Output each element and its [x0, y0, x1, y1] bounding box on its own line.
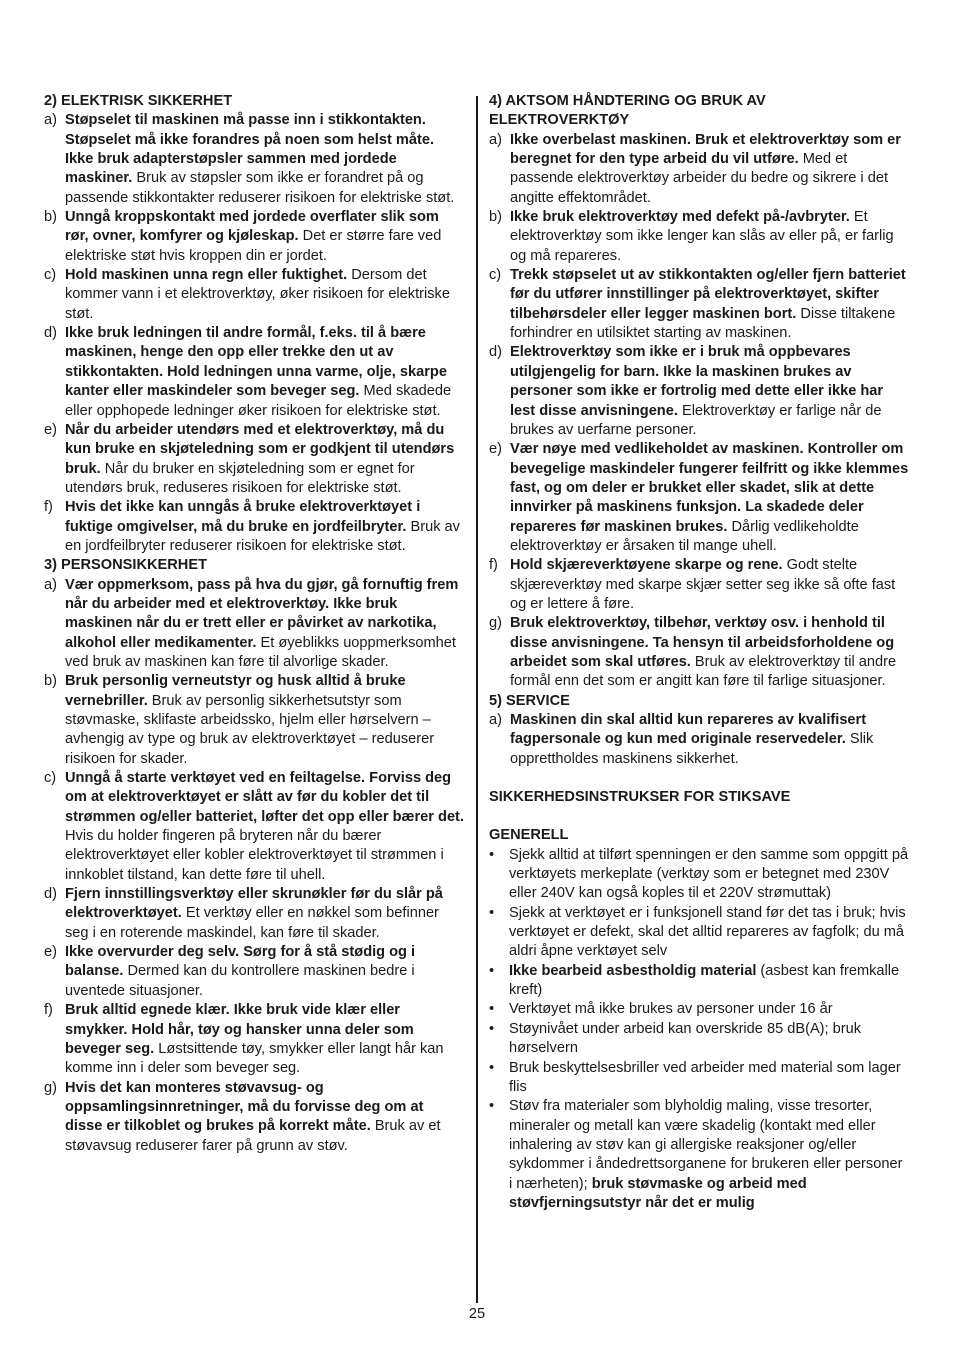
list-item	[44, 885, 464, 943]
item-label: a)	[489, 712, 502, 728]
item-text	[65, 1079, 464, 1156]
item-plain-text: Et øyeblikks uoppmerksomhet ved bruk av maskinen kan føre til alvorlige skader.	[65, 634, 456, 670]
item-text	[65, 111, 464, 208]
item-text	[65, 943, 464, 1001]
service-list	[489, 711, 909, 769]
item-bold-text: Ikke bruk elektroverktøy med defekt på-/avbryter.	[510, 209, 850, 226]
bullet-icon: •	[489, 1098, 495, 1115]
list-item	[44, 324, 464, 421]
bullet-icon: •	[489, 1020, 495, 1037]
item-label: d)	[44, 886, 57, 903]
bullet-plain-text: Verktøyet må ikke brukes av personer under 16 år	[509, 1001, 833, 1018]
item-plain-text: Bruk av elektroverktøy til andre formål enn det som er angitt kan føre til farlige situasjoner.	[510, 653, 897, 690]
item-bold-text: Trekk støpselet ut av stikkontakten og/eller fjern batteriet før du utfører innstillinger på elektroverktøyet, skifter tilbehørsdeler eller legger maskinen bort.	[510, 267, 906, 322]
item-label: c)	[44, 267, 57, 284]
list-item	[44, 266, 464, 324]
item-plain-text: Med et passende elektroverktøy arbeider du bedre og sikrere i det angitte effektområdet.	[510, 151, 889, 206]
item-text	[510, 440, 909, 556]
item-plain-text: Bruk av en jordfeilbryter reduserer risikoen for elektriske støt.	[65, 518, 460, 554]
bullet-plain-text: Støynivået under arbeid kan overskride 85 dB(A); bruk hørselvern	[509, 1020, 862, 1057]
list-item	[44, 1001, 464, 1078]
item-plain-text: Et verktøy eller en nøkkel som befinner seg i en roterende maskindel, kan føre til skader.	[65, 905, 439, 941]
list-item	[44, 498, 464, 556]
electrical-safety-list	[44, 111, 464, 556]
item-plain-text: Dersom det kommer vann i et elektroverktøy, øker risikoen for elektriske støt.	[65, 267, 450, 322]
item-label: f)	[489, 557, 498, 574]
page-number: 25	[468, 1306, 486, 1322]
item-label: a)	[44, 576, 57, 593]
item-text	[65, 324, 464, 421]
right-column	[489, 92, 909, 1213]
item-plain-text: Bruk av et støvavsug reduserer farer på grunn av støv.	[65, 1118, 441, 1154]
item-text	[65, 885, 464, 943]
item-text	[65, 266, 464, 324]
item-label: c)	[44, 770, 57, 787]
list-item	[489, 711, 909, 769]
item-text	[510, 343, 909, 440]
bullet-item	[489, 1020, 909, 1059]
list-item	[489, 440, 909, 556]
item-plain-text: Det er større fare ved elektriske støt hvis kroppen din er jordet.	[65, 228, 442, 264]
item-text	[510, 131, 909, 208]
item-bold-text: Hold maskinen unna regn eller fuktighet.	[65, 267, 348, 284]
list-item	[44, 672, 464, 769]
item-text	[510, 614, 909, 691]
item-text	[65, 672, 464, 769]
bullet-icon: •	[489, 1001, 495, 1018]
item-bold-text: Hvis det kan monteres støvavsug- og oppsamlingsinnretninger, må du forvisse deg om at disse er tilkoblet og brukes på korrekt måte.	[65, 1079, 424, 1135]
item-label: d)	[44, 325, 57, 342]
item-label: e)	[44, 421, 57, 438]
item-bold-text: Hold skjæreverktøyene skarpe og rene.	[510, 557, 783, 574]
bullet-item	[489, 1000, 909, 1019]
bullet-plain-text: Sjekk at verktøyet er i funksjonell stand før det tas i bruk; hvis verktøyet er defekt, skal det alltid repareres av fagfolk; du må aldri åpne verktøyet selv	[509, 904, 906, 960]
item-text	[65, 576, 464, 673]
item-bold-text: Bruk personlig verneutstyr og husk alltid å bruke vernebriller.	[65, 673, 406, 709]
section-heading-jigsaw-safety: SIKKERHEDSINSTRUKSER FOR STIKSAVE	[489, 789, 791, 806]
item-label: b)	[489, 209, 502, 226]
item-text	[510, 711, 909, 769]
bullet-item	[489, 1059, 909, 1098]
item-label: e)	[44, 944, 57, 961]
item-label: a)	[44, 112, 57, 129]
item-plain-text: Bruk av støpsler som ikke er forandret på og passende stikkontakter reduserer risikoen for elektriske støt.	[65, 170, 455, 206]
bullet-icon: •	[489, 1059, 495, 1076]
item-text	[65, 1001, 464, 1078]
item-label: g)	[44, 1079, 57, 1096]
item-label: f)	[44, 1002, 53, 1019]
list-item	[44, 943, 464, 1001]
item-plain-text: Elektroverktøy er farlige når de brukes av uerfarne personer.	[510, 402, 882, 438]
item-label: b)	[44, 209, 57, 226]
bullet-item	[489, 904, 909, 962]
section-heading-careful-use: 4) AKTSOM HÅNDTERING OG BRUK AV ELEKTROVERKTØY	[489, 93, 766, 129]
item-plain-text: Når du bruker en skjøteledning som er egnet for utendørs bruk, reduseres risikoen for elektriske støt.	[65, 460, 415, 496]
item-text	[510, 556, 909, 614]
general-bullet-list	[489, 846, 909, 1214]
item-label: f)	[44, 499, 53, 516]
item-label: b)	[44, 673, 57, 690]
list-item	[44, 769, 464, 885]
item-bold-text: Elektroverktøy som ikke er i bruk må oppbevares utilgjengelig for barn. Ikke la maskinen brukes av personer som ikke er fortrolig med dette eller ikke har lest disse anvisningene.	[510, 344, 884, 419]
bullet-text	[509, 962, 909, 1001]
list-item	[489, 614, 909, 691]
item-plain-text: Godt stelte skjæreverktøy med skarpe skjær setter seg ikke så ofte fast og er lettere å føre.	[510, 557, 896, 612]
bullet-plain-text: Sjekk alltid at tilført spenningen er den samme som oppgitt på verktøyets merkeplate (verktøy som er betegnet med 230V eller 240V kan også koples til et 220V strømuttak)	[509, 846, 909, 902]
item-bold-text: Maskinen din skal alltid kun repareres av kvalifisert fagpersonale og kun med originale reservedeler.	[510, 712, 867, 748]
item-plain-text: Dårlig vedlikeholdte elektroverktøy er årsaken til mange uhell.	[510, 518, 859, 554]
item-bold-text: Vær nøye med vedlikeholdet av maskinen. Kontroller om bevegelige maskindeler fungerer feilfritt og ikke klemmes fast, og om deler er brukket eller skadet, slik at dette innvirker på maskinens funksjon. La skadede deler repareres før maskinen brukes.	[510, 441, 909, 535]
bullet-item	[489, 962, 909, 1001]
left-column	[44, 92, 464, 1156]
section-heading-service: 5) SERVICE	[489, 692, 570, 709]
item-bold-text: Hvis det ikke kan unngås å bruke elektroverktøyet i fuktige omgivelser, må du bruke en jordfeilbryter.	[65, 499, 421, 535]
item-bold-text: Ikke overvurder deg selv. Sørg for å stå stødig og i balanse.	[65, 944, 416, 980]
list-item	[44, 421, 464, 498]
item-plain-text: Med skadede eller opphopede ledninger øker risikoen for elektriske støt.	[65, 383, 452, 419]
list-item	[489, 266, 909, 343]
bullet-item	[489, 846, 909, 904]
item-plain-text: Dermed kan du kontrollere maskinen bedre i uventede situasjoner.	[65, 963, 415, 999]
section-heading-electrical-safety: 2) ELEKTRISK SIKKERHET	[44, 93, 233, 109]
item-bold-text: Bruk alltid egnede klær. Ikke bruk vide klær eller smykker. Hold hår, tøy og hansker unna deler som beveger seg.	[65, 1002, 414, 1057]
list-item	[489, 208, 909, 266]
item-bold-text: Når du arbeider utendørs med et elektroverktøy, må du kun bruke en skjøteledning som er godkjent til utendørs bruk.	[65, 421, 455, 477]
item-bold-text: Unngå å starte verktøyet ved en feiltagelse. Forviss deg om at elektroverktøyet er slått av før du kobler det til strømmen og/eller batteriet, løfter det opp eller bærer det.	[65, 770, 464, 825]
list-item	[44, 111, 464, 208]
item-bold-text: Ikke bruk ledningen til andre formål, f.eks. til å bære maskinen, henge den opp eller trekke den ut av stikkontakten. Hold ledningen unna varme, olje, skarpe kanter eller maskindeler som beveger seg.	[65, 325, 447, 400]
bullet-item	[489, 1097, 909, 1213]
section-heading-personal-safety: 3) PERSONSIKKERHET	[44, 557, 207, 574]
item-text	[510, 266, 909, 343]
careful-use-list	[489, 131, 909, 692]
bullet-text	[509, 1000, 909, 1019]
bullet-text	[509, 1097, 909, 1213]
bullet-bold-text: bruk støvmaske og arbeid med støvfjerningsutstyr når det er mulig	[509, 1175, 807, 1211]
list-item	[44, 208, 464, 266]
bullet-icon: •	[489, 846, 495, 863]
personal-safety-list	[44, 576, 464, 1156]
list-item	[489, 343, 909, 440]
item-plain-text: Slik opprettholdes maskinens sikkerhet.	[510, 731, 874, 767]
item-label: g)	[489, 615, 502, 632]
item-text	[510, 208, 909, 266]
item-plain-text: Et elektroverktøy som ikke lenger kan slås av eller på, er farlig og må repareres.	[510, 209, 894, 264]
list-item	[44, 1079, 464, 1156]
item-label: a)	[489, 131, 502, 148]
item-text	[65, 498, 464, 556]
bullet-icon: •	[489, 962, 495, 979]
item-bold-text: Vær oppmerksom, pass på hva du gjør, gå fornuftig frem når du arbeider med et elektroverktøy. Ikke bruk maskinen når du er trett eller er påvirket av narkotika, alkohol eller medikamenter.	[65, 576, 459, 651]
section-heading-general: GENERELL	[489, 827, 569, 844]
bullet-plain-text: Bruk beskyttelsesbriller ved arbeider med material som lager flis	[509, 1059, 901, 1095]
bullet-text	[509, 1020, 909, 1059]
item-bold-text: Unngå kroppskontakt med jordede overflater slik som rør, ovner, komfyrer og kjøleskap.	[65, 209, 439, 245]
item-text	[65, 208, 464, 266]
item-plain-text: Løstsittende tøy, smykker eller langt hår kan komme inn i deler som beveger seg.	[65, 1040, 444, 1077]
bullet-text	[509, 846, 909, 904]
item-bold-text: Ikke overbelast maskinen. Bruk et elektroverktøy som er beregnet for den type arbeid du vil utføre.	[510, 131, 901, 168]
item-label: e)	[489, 441, 502, 458]
list-item	[489, 131, 909, 208]
item-plain-text: Disse tiltakene forhindrer en utilsiktet starting av maskinen.	[510, 305, 896, 342]
item-text	[65, 421, 464, 498]
list-item	[489, 556, 909, 614]
item-label: d)	[489, 344, 502, 361]
column-divider	[476, 96, 478, 1303]
item-plain-text: Bruk av personlig sikkerhetsutstyr som støvmaske, sklifaste arbeidssko, hjelm eller hørselvern – avhengig av type og bruk av elektroverktøyet – reduserer risikoen for skader.	[65, 692, 435, 767]
bullet-plain-text: Støv fra materialer som blyholdig maling, visse tresorter, mineraler og metall kan være skadelig (kontakt med eller inhalering av støv kan gi allergiske reaksjoner og/eller sykdommer i åndedrettsorganene for brukeren eller personer i nærheten);	[509, 1098, 903, 1192]
bullet-text	[509, 1059, 909, 1098]
item-text	[65, 769, 464, 885]
item-bold-text: Støpselet til maskinen må passe inn i stikkontakten. Støpselet må ikke forandres på noen som helst måte. Ikke bruk adapterstøpsler sammen med jordede maskiner.	[65, 112, 435, 187]
bullet-icon: •	[489, 904, 495, 921]
item-plain-text: Hvis du holder fingeren på bryteren når du bærer elektroverktøyet eller kobler elektroverktøyet til strømmen i innkoblet tilstand, kan dette føre til uhell.	[65, 828, 444, 883]
bullet-text	[509, 904, 909, 962]
bullet-plain-text-after: (asbest kan fremkalle kreft)	[509, 962, 900, 999]
item-bold-text: Bruk elektroverktøy, tilbehør, verktøy osv. i henhold til disse anvisningene. Ta hensyn til arbeidsforholdene og arbeidet som skal utføres.	[510, 615, 895, 670]
bullet-bold-text: Ikke bearbeid asbestholdig material	[509, 962, 757, 979]
list-item	[44, 576, 464, 673]
item-label: c)	[489, 267, 502, 284]
item-bold-text: Fjern innstillingsverktøy eller skrunøkler før du slår på elektroverktøyet.	[65, 886, 443, 922]
